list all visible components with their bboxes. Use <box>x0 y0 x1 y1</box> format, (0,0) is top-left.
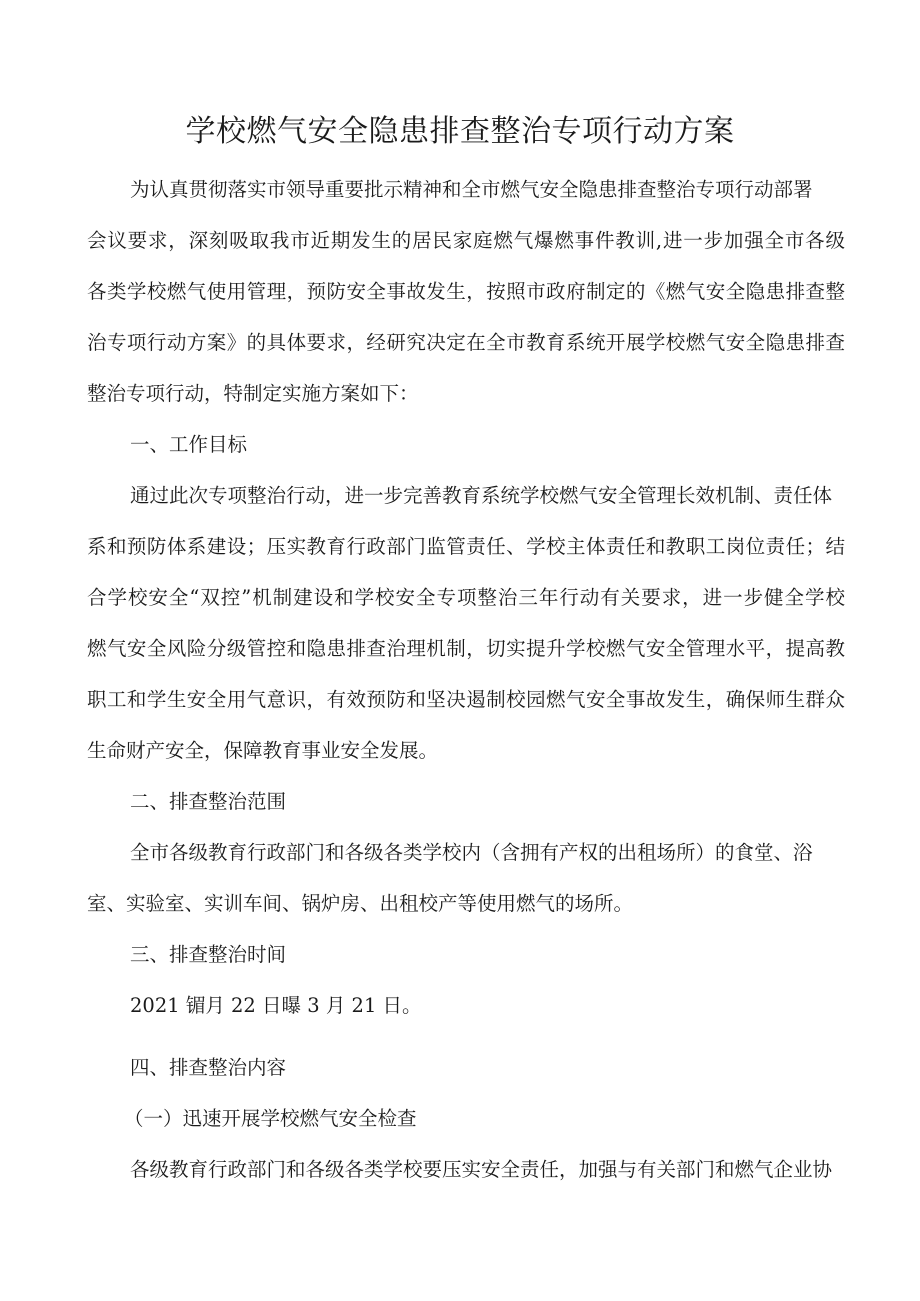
paragraph-line: 合学校安全“双控”机制建设和学校安全专项整治三年行动有关要求，进一步健全学校 <box>87 586 845 609</box>
paragraph-line: 全市各级教育行政部门和各级各类学校内（含拥有产权的出租场所）的食堂、浴 <box>130 841 813 864</box>
section-heading-goals: 一、工作目标 <box>130 433 248 456</box>
date-range-line: 2021 镅月 22 日曝 3 月 21 日。 <box>130 994 422 1017</box>
paragraph-line: 各类学校燃气使用管理，预防安全事故发生，按照市政府制定的《燃气安全隐患排查整 <box>87 280 845 303</box>
document-title: 学校燃气安全隐患排查整治专项行动方案 <box>185 114 735 149</box>
paragraph-line: 整治专项行动，特制定实施方案如下： <box>87 382 419 405</box>
paragraph-line: 通过此次专项整治行动，进一步完善教育系统学校燃气安全管理长效机制、责任体 <box>130 484 833 507</box>
paragraph-line: 系和预防体系建设；压实教育行政部门监管责任、学校主体责任和教职工岗位责任；结 <box>87 535 845 558</box>
paragraph-line: 会议要求，深刻吸取我市近期发生的居民家庭燃气爆燃事件教训,进一步加强全市各级 <box>87 229 845 252</box>
section-heading-content: 四、排查整治内容 <box>130 1056 287 1079</box>
paragraph-line: 燃气安全风险分级管控和隐患排查治理机制，切实提升学校燃气安全管理水平，提高教 <box>87 637 845 660</box>
paragraph-line: 为认真贯彻落实市领导重要批示精神和全市燃气安全隐患排查整治专项行动部署 <box>130 178 813 201</box>
paragraph-line: 各级教育行政部门和各级各类学校要压实安全责任，加强与有关部门和燃气企业协 <box>130 1158 833 1181</box>
paragraph-line: 室、实验室、实训车间、锅炉房、出租校产等使用燃气的场所。 <box>87 892 634 915</box>
subsection-heading: （一）迅速开展学校燃气安全检查 <box>124 1107 417 1130</box>
paragraph-line: 治专项行动方案》的具体要求，经研究决定在全市教育系统开展学校燃气安全隐患排查 <box>87 331 845 354</box>
paragraph-line: 生命财产安全，保障教育事业安全发展。 <box>87 739 439 762</box>
section-heading-scope: 二、排查整治范围 <box>130 790 287 813</box>
section-heading-time: 三、排查整治时间 <box>130 943 287 966</box>
paragraph-line: 职工和学生安全用气意识，有效预防和坚决遏制校园燃气安全事故发生，确保师生群众 <box>87 688 845 711</box>
